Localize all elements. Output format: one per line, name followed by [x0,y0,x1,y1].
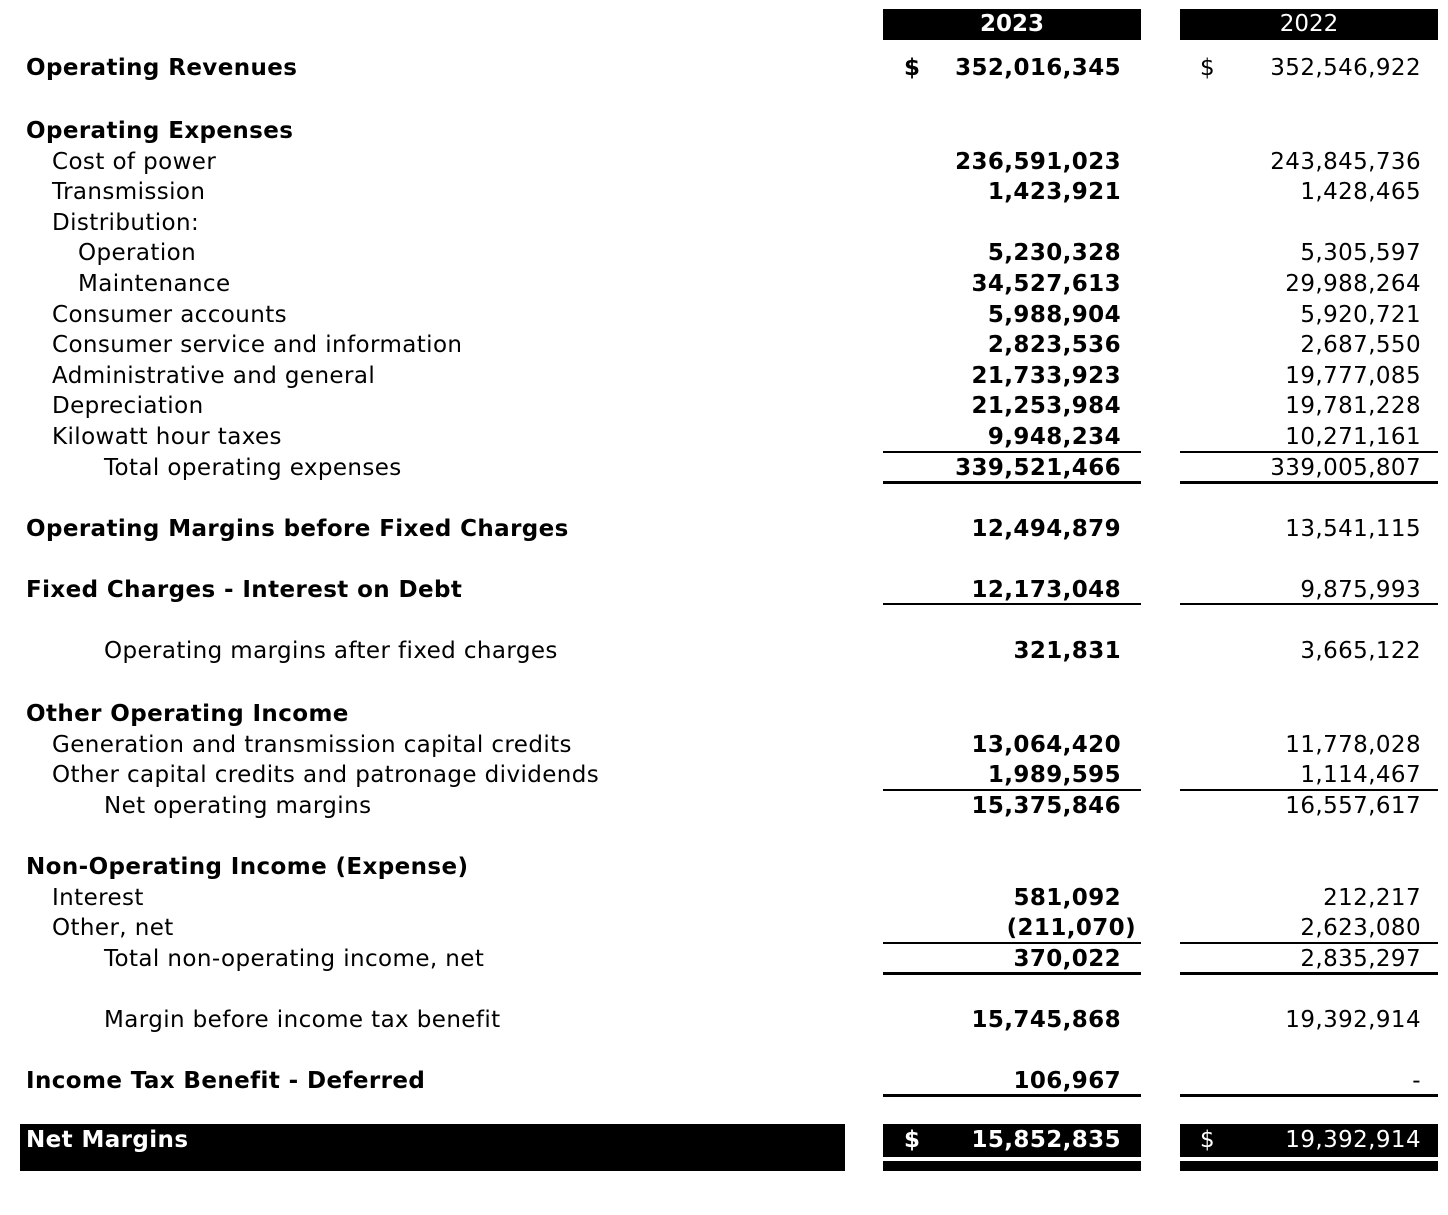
row-transmission [0,177,1448,208]
row-total-operating-expenses [0,453,1448,484]
value-2023: 106,967 [1013,1068,1121,1094]
value-2022: 19,781,228 [1285,393,1421,419]
value-2023: 339,521,466 [955,455,1121,481]
row-fixed-charges [0,575,1448,606]
value-2023: 5,230,328 [987,240,1121,266]
value-2022: 243,845,736 [1270,149,1421,175]
value-2022: 1,428,465 [1300,179,1421,205]
row-label: Consumer accounts [52,302,288,328]
row-maintenance [0,269,1448,300]
value-2023: 581,092 [1013,885,1121,911]
row-label: Distribution: [52,210,200,236]
row-income-tax-benefit [0,1066,1448,1097]
value-2022: 3,665,122 [1300,638,1421,664]
value-2023: 352,016,345 [955,55,1121,81]
value-2023: 236,591,023 [955,149,1121,175]
row-label: Total operating expenses [104,455,402,481]
row-operating-expenses-heading [0,116,1448,147]
value-2022: 5,305,597 [1300,240,1421,266]
value-2023: 9,948,234 [987,424,1121,450]
value-2022: 339,005,807 [1270,455,1421,481]
row-operation [0,238,1448,269]
subtotal-rule [1180,603,1438,605]
value-2023: 370,022 [1013,946,1121,972]
section-heading: Other Operating Income [26,701,349,727]
row-label: Operating Margins before Fixed Charges [26,516,569,542]
value-2022: 19,392,914 [1285,1127,1421,1153]
row-consumer-accounts [0,300,1448,331]
value-2023: 12,494,879 [971,516,1121,542]
row-label: Fixed Charges - Interest on Debt [26,577,463,603]
total-rule [1180,481,1438,484]
row-label: Cost of power [52,149,217,175]
row-margin-before-tax [0,1005,1448,1036]
value-2023: 1,423,921 [987,179,1121,205]
row-label: Net Margins [26,1127,189,1153]
row-label: Operating margins after fixed charges [104,638,558,664]
total-rule [883,972,1141,975]
row-label: Income Tax Benefit - Deferred [26,1068,426,1094]
value-2023: (211,070) [1006,915,1136,941]
value-2022: - [1412,1068,1421,1094]
value-2023: 12,173,048 [971,577,1121,603]
row-operating-revenues [0,53,1448,84]
value-2022: 16,557,617 [1285,793,1421,819]
value-2022: 2,835,297 [1300,946,1421,972]
section-heading: Operating Expenses [26,118,294,144]
currency-2023: $ [904,55,921,81]
value-2022: 2,623,080 [1300,915,1421,941]
currency-2022: $ [1200,55,1215,81]
value-2023: 321,831 [1013,638,1121,664]
value-2023: 21,733,923 [971,363,1121,389]
row-label: Generation and transmission capital credits [52,732,572,758]
row-label: Total non-operating income, net [104,946,485,972]
row-label: Kilowatt hour taxes [52,424,282,450]
currency-2022: $ [1200,1127,1215,1153]
value-2023: 5,988,904 [987,302,1121,328]
value-2022: 212,217 [1323,885,1421,911]
value-2023: 13,064,420 [971,732,1121,758]
value-2023: 21,253,984 [971,393,1121,419]
value-2022: 2,687,550 [1300,332,1421,358]
value-2023: 1,989,595 [987,762,1121,788]
row-net-margins [0,1125,1448,1156]
row-consumer-service [0,330,1448,361]
row-label: Operation [78,240,197,266]
row-margins-after-fixed [0,636,1448,667]
column-header-2022: 2022 [1180,9,1438,40]
row-label: Other capital credits and patronage dividends [52,762,600,788]
label-operating-revenues: Operating Revenues [26,55,298,81]
value-2023: 15,375,846 [971,793,1121,819]
column-header-2023: 2023 [883,9,1141,40]
row-other-operating-income-heading [0,699,1448,730]
row-distribution [0,208,1448,239]
value-2023: 34,527,613 [971,271,1121,297]
row-kwh-taxes [0,422,1448,453]
net-margins-double-rule [1180,1161,1438,1171]
row-label: Net operating margins [104,793,372,819]
value-2022: 11,778,028 [1285,732,1421,758]
row-label: Consumer service and information [52,332,463,358]
row-label: Transmission [52,179,206,205]
subtotal-rule [883,1094,1141,1097]
net-margins-double-rule [883,1161,1141,1171]
value-2022: 352,546,922 [1270,55,1421,81]
value-2022: 9,875,993 [1300,577,1421,603]
row-cost-of-power [0,147,1448,178]
row-label: Maintenance [78,271,231,297]
row-label: Depreciation [52,393,204,419]
value-2023: 2,823,536 [987,332,1121,358]
value-2022: 29,988,264 [1285,271,1421,297]
value-2022: 1,114,467 [1300,762,1421,788]
row-gt-credits [0,730,1448,761]
subtotal-rule [883,603,1141,605]
row-total-non-operating [0,944,1448,975]
row-margins-before-fixed [0,514,1448,545]
row-other-credits [0,760,1448,791]
section-heading: Non-Operating Income (Expense) [26,854,469,880]
total-rule [883,481,1141,484]
row-net-operating-margins [0,791,1448,822]
value-2022: 13,541,115 [1285,516,1421,542]
subtotal-rule [1180,1094,1438,1097]
row-label: Margin before income tax benefit [104,1007,501,1033]
value-2022: 5,920,721 [1300,302,1421,328]
currency-2023: $ [904,1127,921,1153]
row-label: Interest [52,885,144,911]
row-admin-general [0,361,1448,392]
value-2022: 10,271,161 [1285,424,1421,450]
row-non-operating-heading [0,852,1448,883]
row-label: Administrative and general [52,363,376,389]
value-2022: 19,392,914 [1285,1007,1421,1033]
value-2023: 15,852,835 [971,1127,1121,1153]
row-depreciation [0,391,1448,422]
row-interest [0,883,1448,914]
total-rule [1180,972,1438,975]
value-2022: 19,777,085 [1285,363,1421,389]
row-other-net [0,913,1448,944]
row-label: Other, net [52,915,174,941]
value-2023: 15,745,868 [971,1007,1121,1033]
